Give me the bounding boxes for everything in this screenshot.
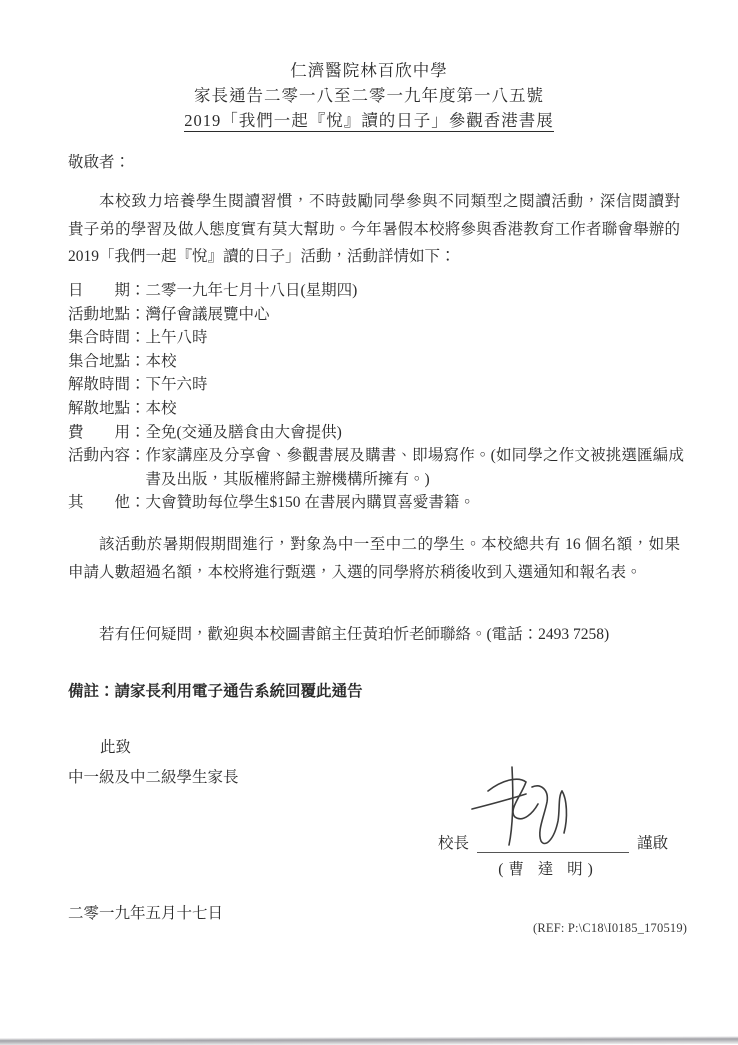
detail-label: 集合地點： (68, 352, 146, 370)
detail-row-assembly-place (68, 350, 684, 374)
notice-number: 家長通告二零一八至二零一九年度第一八五號 (194, 86, 544, 105)
detail-value: 上午八時 (145, 329, 208, 347)
reference-number: (REF: P:\C18\I0185_170519) (533, 921, 688, 935)
detail-value: 本校 (145, 352, 177, 370)
selection-paragraph: 該活動於暑期假期間進行，對象為中一至中二的學生。本校總共有 16 個名額，如果申請人數超過名額，本校將進行甄選，入選的同學將於稍後收到入選通知和報名表。 (68, 536, 680, 581)
salutation: 敬啟者： (68, 154, 131, 171)
detail-label: 活動內容： (68, 447, 146, 465)
intro-paragraph: 本校致力培養學生閱讀習慣，不時鼓勵同學參與不同類型之閱讀活動，深信閱讀對 貴子弟的學習及做人態度實有莫大幫助。今年暑假本校將參與香港教育工作者聯會舉辦的 2019「我們一起『悅』讀的日子」活動，活動詳情如下： (68, 193, 696, 265)
detail-row-others (68, 491, 684, 515)
detail-value: 本校 (145, 399, 177, 417)
detail-label: 其 他： (68, 494, 146, 512)
closing-phrase: 此致 (100, 739, 132, 756)
detail-value: 灣仔會議展覽中心 (145, 305, 270, 323)
closing-salute: 謹啟 (637, 835, 669, 852)
detail-label: 費 用： (68, 423, 146, 441)
school-name: 仁濟醫院林百欣中學 (290, 61, 448, 80)
detail-row-content (68, 444, 684, 491)
notice-header (0, 58, 738, 133)
detail-value: 全免(交通及膳食由大會提供) (145, 423, 342, 441)
issue-date: 二零一九年五月十七日 (68, 905, 224, 922)
detail-row-fee (68, 421, 684, 445)
detail-label: 集合時間： (68, 329, 146, 347)
recipients-line: 中一級及中二級學生家長 (68, 769, 239, 786)
principal-label: 校長 (438, 835, 470, 852)
detail-row-venue (68, 303, 684, 327)
notice-title: 2019「我們一起『悅』讀的日子」參觀香港書展 (184, 111, 554, 130)
detail-value: 大會贊助每位學生$150 在書展內購買喜愛書籍。 (145, 494, 475, 512)
detail-row-dismissal-time (68, 373, 684, 397)
detail-value: 二零一九年七月十八日(星期四) (145, 282, 358, 299)
signature-row (438, 831, 668, 853)
detail-label: 解散地點： (68, 399, 146, 417)
scan-page-edge-shadow (0, 1036, 738, 1045)
detail-label: 解散時間： (68, 376, 146, 394)
detail-row-date (68, 279, 684, 303)
principal-name: (曹 達 明) (498, 861, 598, 878)
signature-line (477, 835, 629, 853)
contact-paragraph: 若有任何疑問，歡迎與本校圖書館主任黃珀忻老師聯絡。(電話：2493 7258) (99, 626, 610, 643)
detail-label: 日 期： (68, 282, 146, 299)
remark-note: 備註：請家長利用電子通告系統回覆此通告 (68, 683, 363, 700)
detail-label: 活動地點： (68, 305, 146, 323)
detail-row-assembly-time (68, 326, 684, 350)
detail-row-dismissal-place (68, 397, 684, 421)
detail-value: 下午六時 (145, 376, 208, 394)
details-list (68, 279, 684, 515)
detail-value: 作家講座及分享會、參觀書展及購書、即場寫作。(如同學之作文被挑選匯編成書及出版，其版權將歸主辦機構所擁有。) (145, 447, 684, 488)
